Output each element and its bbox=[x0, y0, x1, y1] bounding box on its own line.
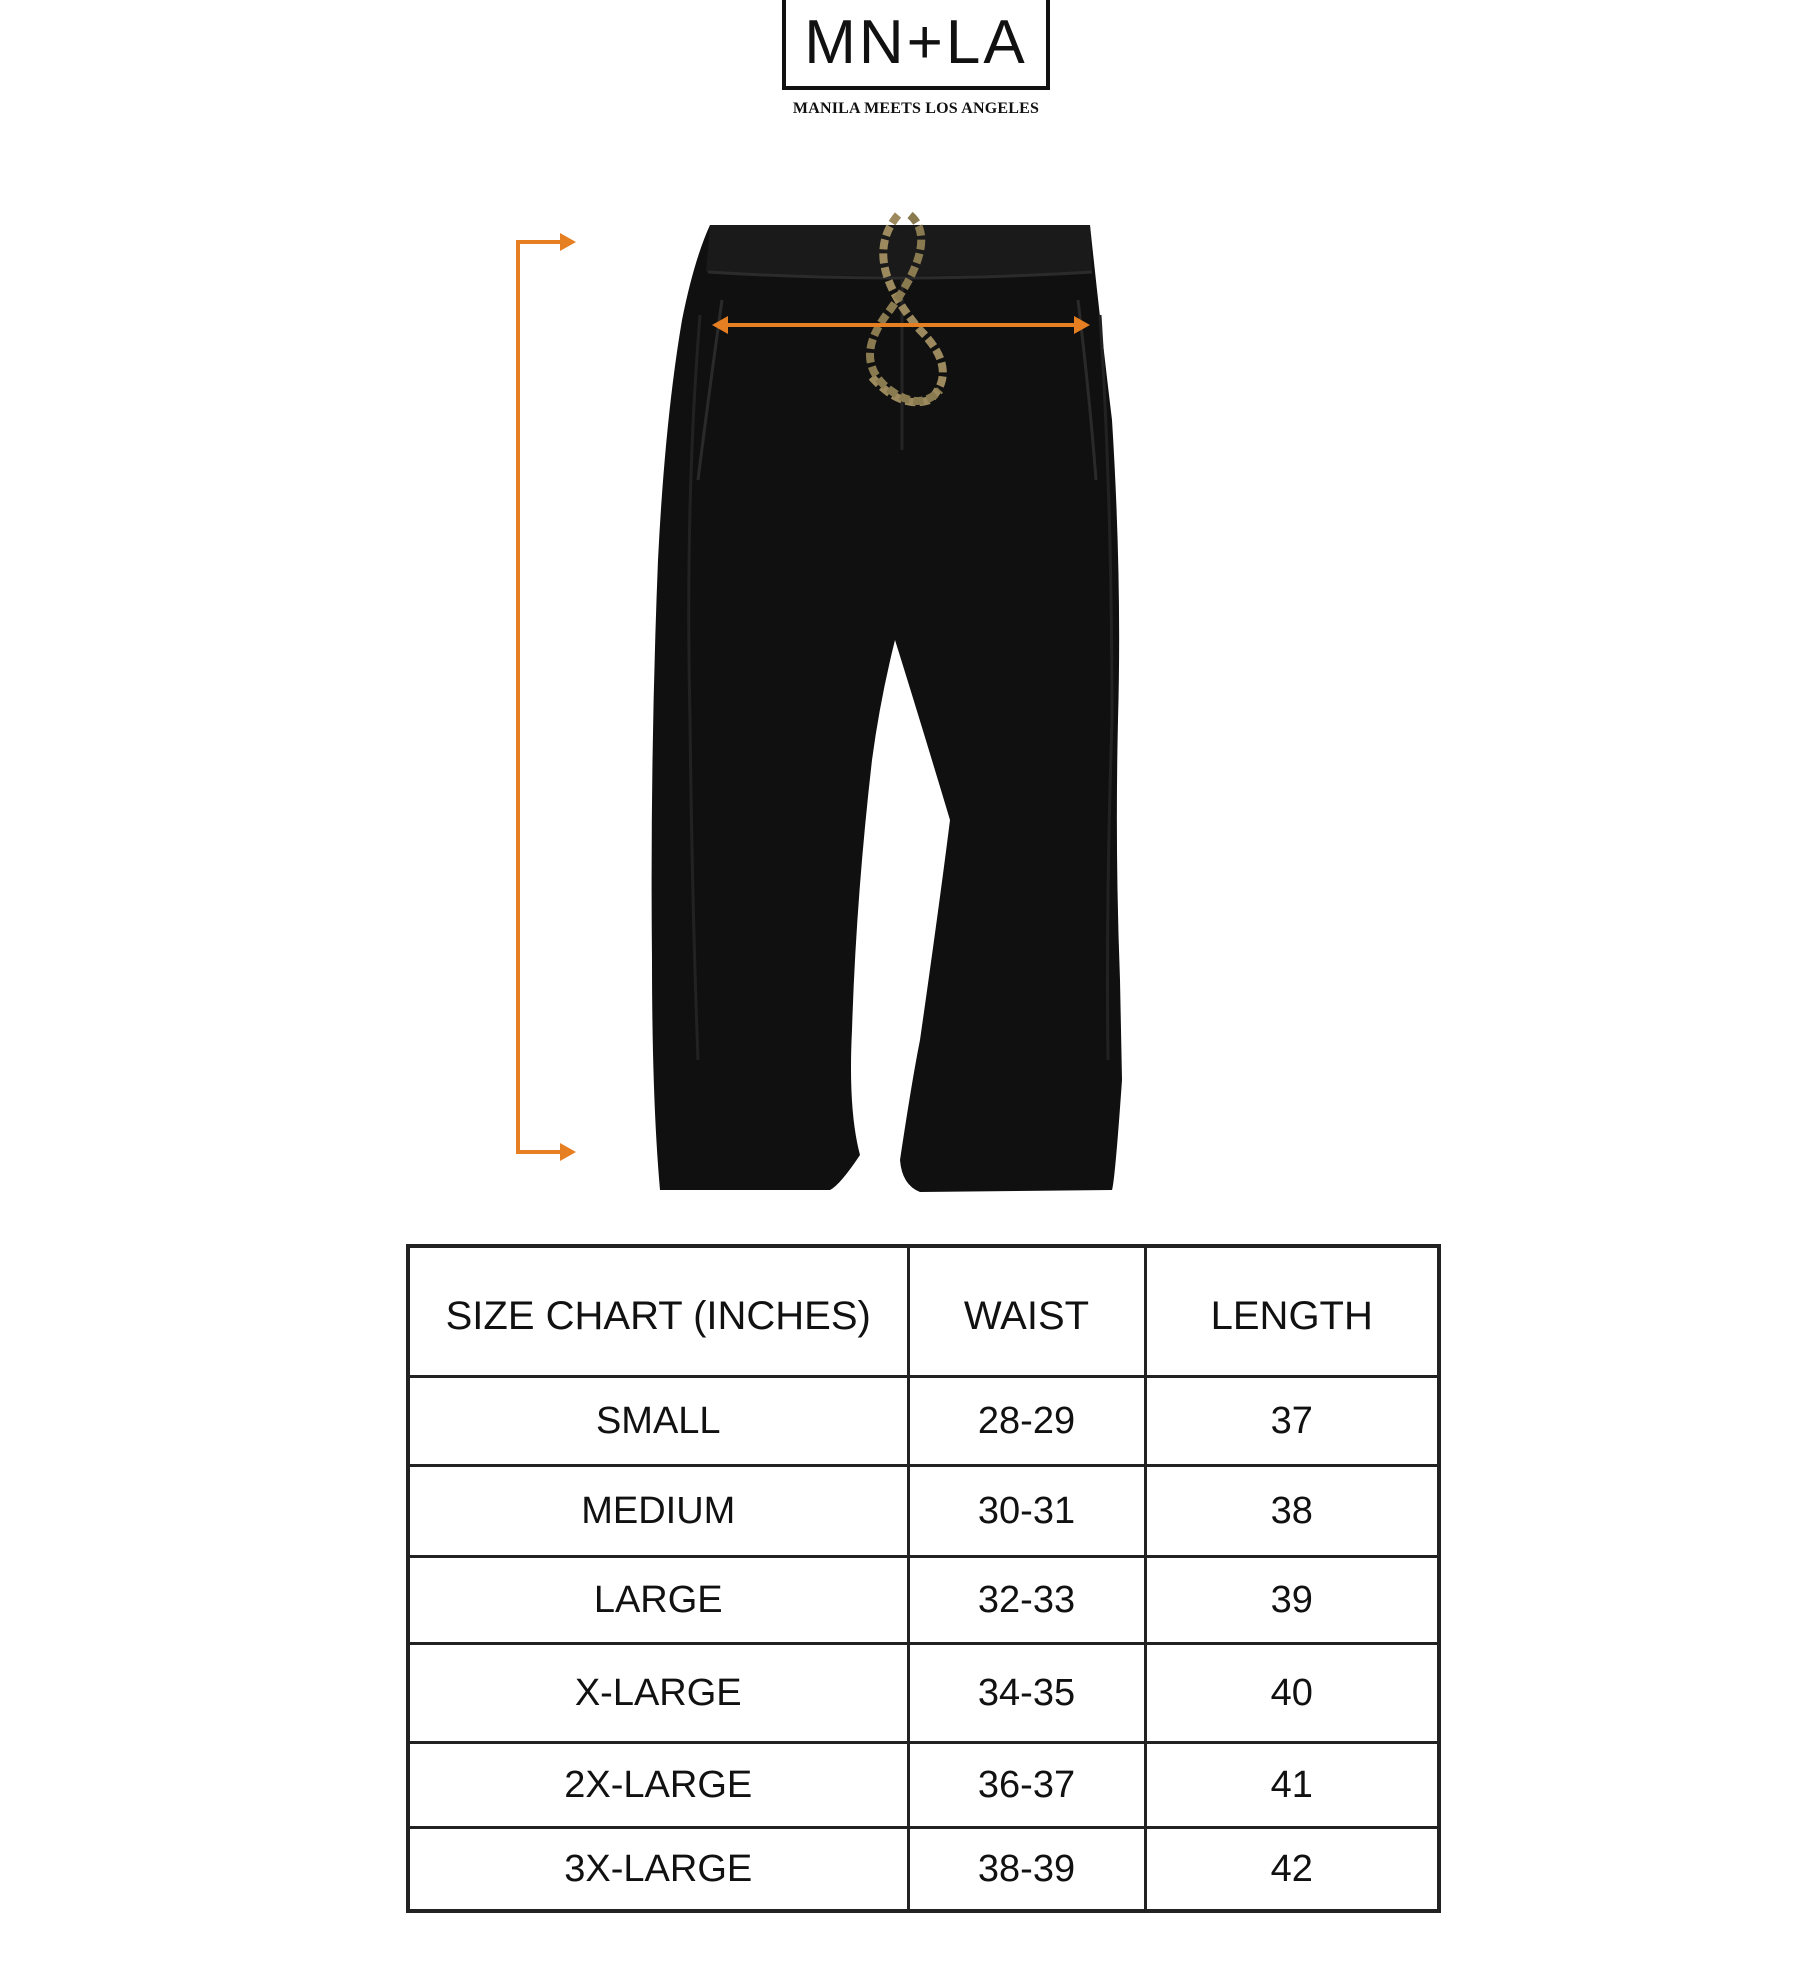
pants-body bbox=[652, 225, 1122, 1192]
length-cell: 42 bbox=[1145, 1828, 1439, 1912]
brand-tagline: MANILA MEETS LOS ANGELES bbox=[792, 100, 1040, 117]
header-size-chart: SIZE CHART (INCHES) bbox=[408, 1246, 908, 1377]
size-chart-table bbox=[406, 1244, 1441, 1913]
length-cell: 39 bbox=[1145, 1557, 1439, 1644]
waist-cell: 28-29 bbox=[908, 1377, 1145, 1466]
header-waist: WAIST bbox=[908, 1246, 1145, 1377]
brand-logo bbox=[782, 0, 1050, 90]
waistband bbox=[706, 225, 1092, 276]
length-cell: 38 bbox=[1145, 1466, 1439, 1557]
size-cell: 2X-LARGE bbox=[408, 1743, 908, 1828]
table-row bbox=[408, 1557, 1439, 1644]
length-cell: 37 bbox=[1145, 1377, 1439, 1466]
length-cell: 41 bbox=[1145, 1743, 1439, 1828]
table-row bbox=[408, 1644, 1439, 1743]
size-cell: 3X-LARGE bbox=[408, 1828, 908, 1912]
pants-illustration bbox=[652, 225, 1122, 1192]
size-cell: X-LARGE bbox=[408, 1644, 908, 1743]
logo-text: MN+LA bbox=[804, 7, 1028, 77]
length-cell: 40 bbox=[1145, 1644, 1439, 1743]
table-row bbox=[408, 1828, 1439, 1912]
waist-cell: 38-39 bbox=[908, 1828, 1145, 1912]
waist-cell: 34-35 bbox=[908, 1644, 1145, 1743]
size-cell: MEDIUM bbox=[408, 1466, 908, 1557]
header-length: LENGTH bbox=[1145, 1246, 1439, 1377]
size-cell: LARGE bbox=[408, 1557, 908, 1644]
waist-cell: 36-37 bbox=[908, 1743, 1145, 1828]
waist-cell: 30-31 bbox=[908, 1466, 1145, 1557]
size-cell: SMALL bbox=[408, 1377, 908, 1466]
length-measure-arrow bbox=[518, 233, 576, 1161]
table-row bbox=[408, 1743, 1439, 1828]
product-figure bbox=[500, 200, 1200, 1200]
table-header-row bbox=[408, 1246, 1439, 1377]
table-row bbox=[408, 1466, 1439, 1557]
waist-cell: 32-33 bbox=[908, 1557, 1145, 1644]
table-row bbox=[408, 1377, 1439, 1466]
